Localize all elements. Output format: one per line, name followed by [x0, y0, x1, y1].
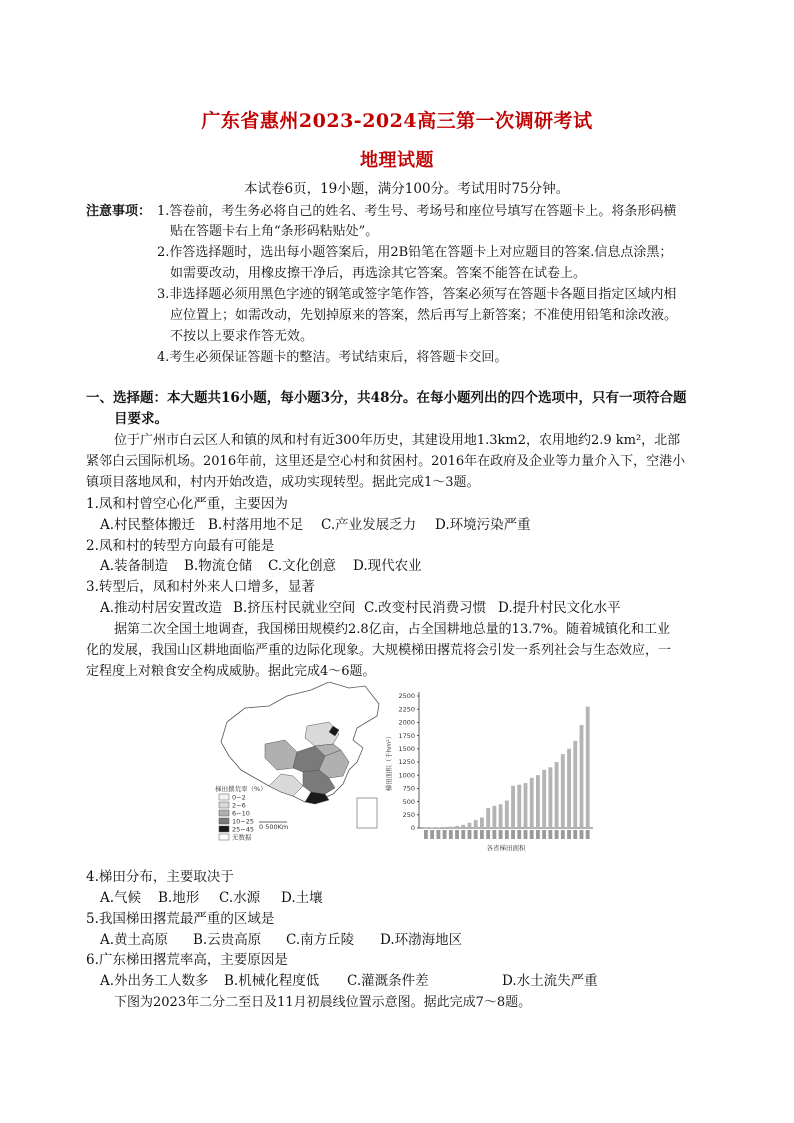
y-tick-label: 2500 — [398, 692, 415, 701]
bar — [474, 820, 478, 828]
question-stem: 6.广东梯田撂荒率高，主要原因是 — [86, 952, 288, 968]
y-tick-label: 1250 — [398, 758, 415, 767]
legend-swatch — [219, 794, 229, 800]
notice-line: 2.作答选择题时，选出每小题答案后，用2B铅笔在答题卡上对应题目的答案.信息点涂黑； — [157, 245, 673, 260]
option-b: B.挤压村民就业空间 — [233, 600, 356, 616]
y-tick-label: 750 — [402, 784, 415, 793]
option-a: A.气候 — [100, 890, 142, 906]
legend-label: 10~25 — [232, 817, 254, 826]
notice-line: 3.非选择题必须用黑色字迹的钢笔或签字笔作答，答案必须写在答题卡各题目指定区域内相 — [157, 287, 677, 302]
passage-line: 定程度上对粮食安全构成威胁。据此完成4～6题。 — [86, 664, 376, 679]
legend-title: 梯田撂荒率（%） — [215, 785, 267, 793]
question-options — [100, 973, 598, 989]
x-tick-label-mark — [567, 830, 571, 839]
x-tick-label-mark — [461, 830, 465, 839]
y-tick-label: 1500 — [398, 745, 415, 753]
x-tick-label-mark — [586, 830, 590, 839]
y-tick-label: 1000 — [398, 771, 415, 780]
map-inset — [357, 798, 377, 828]
bar — [580, 725, 584, 828]
option-a: A.村民整体搬迁 — [100, 517, 196, 533]
x-tick-label-mark — [430, 830, 434, 839]
legend-label: 25~45 — [232, 825, 254, 834]
bar — [542, 770, 546, 828]
option-c: C.产业发展乏力 — [321, 517, 417, 533]
x-tick-label-mark — [443, 830, 447, 839]
y-tick-label: 2000 — [398, 718, 415, 727]
bar — [492, 806, 496, 828]
notice-line: 应位置上；如需改动，先划掉原来的答案，然后再写上新答案；不准使用铅笔和涂改液。 — [170, 308, 678, 323]
option-b: B.机械化程度低 — [224, 973, 320, 989]
bar — [424, 828, 428, 829]
question-options — [100, 558, 422, 574]
notice-line: 如需要改动，用橡皮擦干净后，再选涂其它答案。答案不能答在试卷上。 — [170, 266, 587, 281]
question-stem: 4.梯田分布，主要取决于 — [86, 869, 234, 885]
x-tick-label-mark — [424, 830, 428, 839]
x-tick-label-mark — [580, 830, 584, 839]
scale-bar: 0 500Km — [259, 823, 289, 831]
passage-line: 据第二次全国土地调查，我国梯田规模约2.8亿亩，占全国耕地总量的13.7%。随着城镇化和工业 — [114, 622, 670, 637]
y-tick-label: 500 — [402, 797, 415, 806]
section-heading-cont: 目要求。 — [114, 411, 168, 427]
option-a: A.装备制造 — [100, 558, 169, 574]
x-tick-label-mark — [517, 830, 521, 839]
bar — [530, 778, 534, 828]
x-tick-label-mark — [505, 830, 509, 839]
bar — [499, 804, 503, 828]
bar — [511, 786, 515, 828]
option-d: D.土壤 — [281, 890, 323, 906]
x-tick-label-mark — [480, 830, 484, 839]
question-stem: 1.凤和村曾空心化严重，主要因为 — [86, 496, 288, 512]
notice-line: 贴在答题卡右上角“条形码粘贴处”。 — [170, 224, 379, 239]
legend-swatch — [219, 802, 229, 808]
legend-swatch — [219, 818, 229, 824]
notice-label: 注意事项： — [86, 204, 152, 219]
x-tick-label-mark — [524, 830, 528, 839]
footer-line: 下图为2023年二分二至日及11月初晨线位置示意图。据此完成7～8题。 — [114, 995, 532, 1010]
option-d: D.提升村民文化水平 — [498, 600, 621, 616]
bar — [536, 775, 540, 828]
bar — [573, 741, 577, 828]
x-tick-label-mark — [499, 830, 503, 839]
legend-label: 0~2 — [232, 793, 246, 802]
option-b: B.村落用地不足 — [208, 517, 304, 533]
x-tick-label-mark — [561, 830, 565, 839]
x-tick-label-mark — [449, 830, 453, 839]
x-tick-label-mark — [474, 830, 478, 839]
bar — [443, 827, 447, 828]
bar — [455, 826, 459, 828]
x-tick-label-mark — [536, 830, 540, 839]
bar — [436, 827, 440, 828]
y-tick-label: 2250 — [398, 705, 415, 714]
x-axis-label: 各省梯田面积 — [486, 844, 526, 852]
option-d: D.水土流失严重 — [502, 973, 598, 989]
option-b: B.物流仓储 — [184, 558, 253, 574]
x-tick-label-mark — [455, 830, 459, 839]
y-tick-label: 1750 — [398, 731, 415, 740]
option-c: C.水源 — [219, 890, 261, 906]
exam-info: 本试卷6页，19小题，满分100分。考试用时75分钟。 — [244, 181, 570, 197]
x-tick-label-mark — [436, 830, 440, 839]
terrace-figure-svg — [207, 682, 597, 858]
question-stem: 5.我国梯田撂荒最严重的区域是 — [86, 911, 275, 927]
passage-line: 位于广州市白云区人和镇的凤和村有近300年历史，其建设用地1.3km2，农用地约2.9 km²，北部 — [114, 433, 681, 448]
option-a: A.外出务工人数多 — [100, 973, 209, 989]
question-options — [100, 517, 531, 533]
notice-line: 4.考生必须保证答题卡的整洁。考试结束后，将答题卡交回。 — [157, 350, 508, 365]
option-a: A.黄土高原 — [100, 932, 169, 948]
x-tick-label-mark — [542, 830, 546, 839]
section-heading: 一、选择题：本大题共16小题，每小题3分，共48分。在每小题列出的四个选项中，只有一项符合题 — [86, 390, 687, 406]
option-c: C.灌溉条件差 — [347, 973, 429, 989]
y-axis-label: 梯田面积（千hm²） — [385, 732, 393, 792]
option-c: C.文化创意 — [268, 558, 337, 574]
option-d: D.现代农业 — [353, 558, 422, 574]
bar-chart — [384, 692, 593, 852]
legend-label: 无数据 — [232, 833, 252, 842]
bar — [524, 783, 528, 828]
x-tick-label-mark — [548, 830, 552, 839]
question-stem: 2.凤和村的转型方向最有可能是 — [86, 538, 275, 554]
x-tick-label-mark — [492, 830, 496, 839]
y-tick-label: 0 — [410, 824, 415, 833]
passage-line: 紧邻白云国际机场。2016年前，这里还是空心村和贫困村。2016年在政府及企业等力量介入下，空港小 — [86, 454, 686, 469]
bar — [517, 785, 521, 828]
option-b: B.云贵高原 — [193, 932, 262, 948]
notice-line: 不按以上要求作答无效。 — [170, 329, 314, 344]
question-options — [100, 600, 621, 616]
bar — [430, 828, 434, 829]
bar — [449, 827, 453, 828]
bar — [468, 823, 472, 828]
option-b: B.地形 — [158, 890, 200, 906]
option-d: D.环渤海地区 — [380, 932, 463, 948]
option-a: A.推动村居安置改造 — [100, 600, 223, 616]
subject-title: 地理试题 — [360, 150, 434, 171]
bar — [480, 817, 484, 828]
legend-swatch — [219, 834, 229, 840]
legend-label: 2~6 — [232, 801, 246, 810]
question-stem: 3.转型后，凤和村外来人口增多，显著 — [86, 579, 315, 595]
legend-swatch — [219, 826, 229, 832]
question-options — [100, 932, 462, 948]
bar — [505, 801, 509, 828]
passage-line: 化的发展，我国山区耕地面临严重的边际化现象。大规模梯田撂荒将会引发一系列社会与生态效应，一 — [86, 643, 672, 658]
x-tick-label-mark — [486, 830, 490, 839]
option-d: D.环境污染严重 — [435, 517, 531, 533]
option-c: C.改变村民消费习惯 — [364, 600, 487, 616]
y-tick-label: 250 — [402, 811, 415, 819]
bar — [567, 749, 571, 828]
x-tick-label-mark — [511, 830, 515, 839]
x-tick-label-mark — [573, 830, 577, 839]
bar — [461, 825, 465, 828]
passage-line: 镇项目落地凤和，村内开始改造，成功实现转型。据此完成1～3题。 — [86, 475, 480, 490]
x-tick-label-mark — [468, 830, 472, 839]
legend-swatch — [219, 810, 229, 816]
exam-title: 广东省惠州2023-2024高三第一次调研考试 — [201, 110, 593, 132]
figure-terrace — [207, 682, 597, 858]
x-tick-label-mark — [530, 830, 534, 839]
question-options — [100, 890, 323, 906]
x-tick-label-mark — [555, 830, 559, 839]
bar — [548, 767, 552, 828]
option-c: C.南方丘陵 — [286, 932, 355, 948]
notice-line: 1.答卷前，考生务必将自己的姓名、考生号、考场号和座位号填写在答题卡上。将条形码横 — [157, 204, 677, 219]
bar — [586, 707, 590, 828]
bar — [561, 754, 565, 828]
bar — [486, 808, 490, 828]
bar — [555, 762, 559, 828]
legend-label: 6~10 — [232, 809, 250, 818]
